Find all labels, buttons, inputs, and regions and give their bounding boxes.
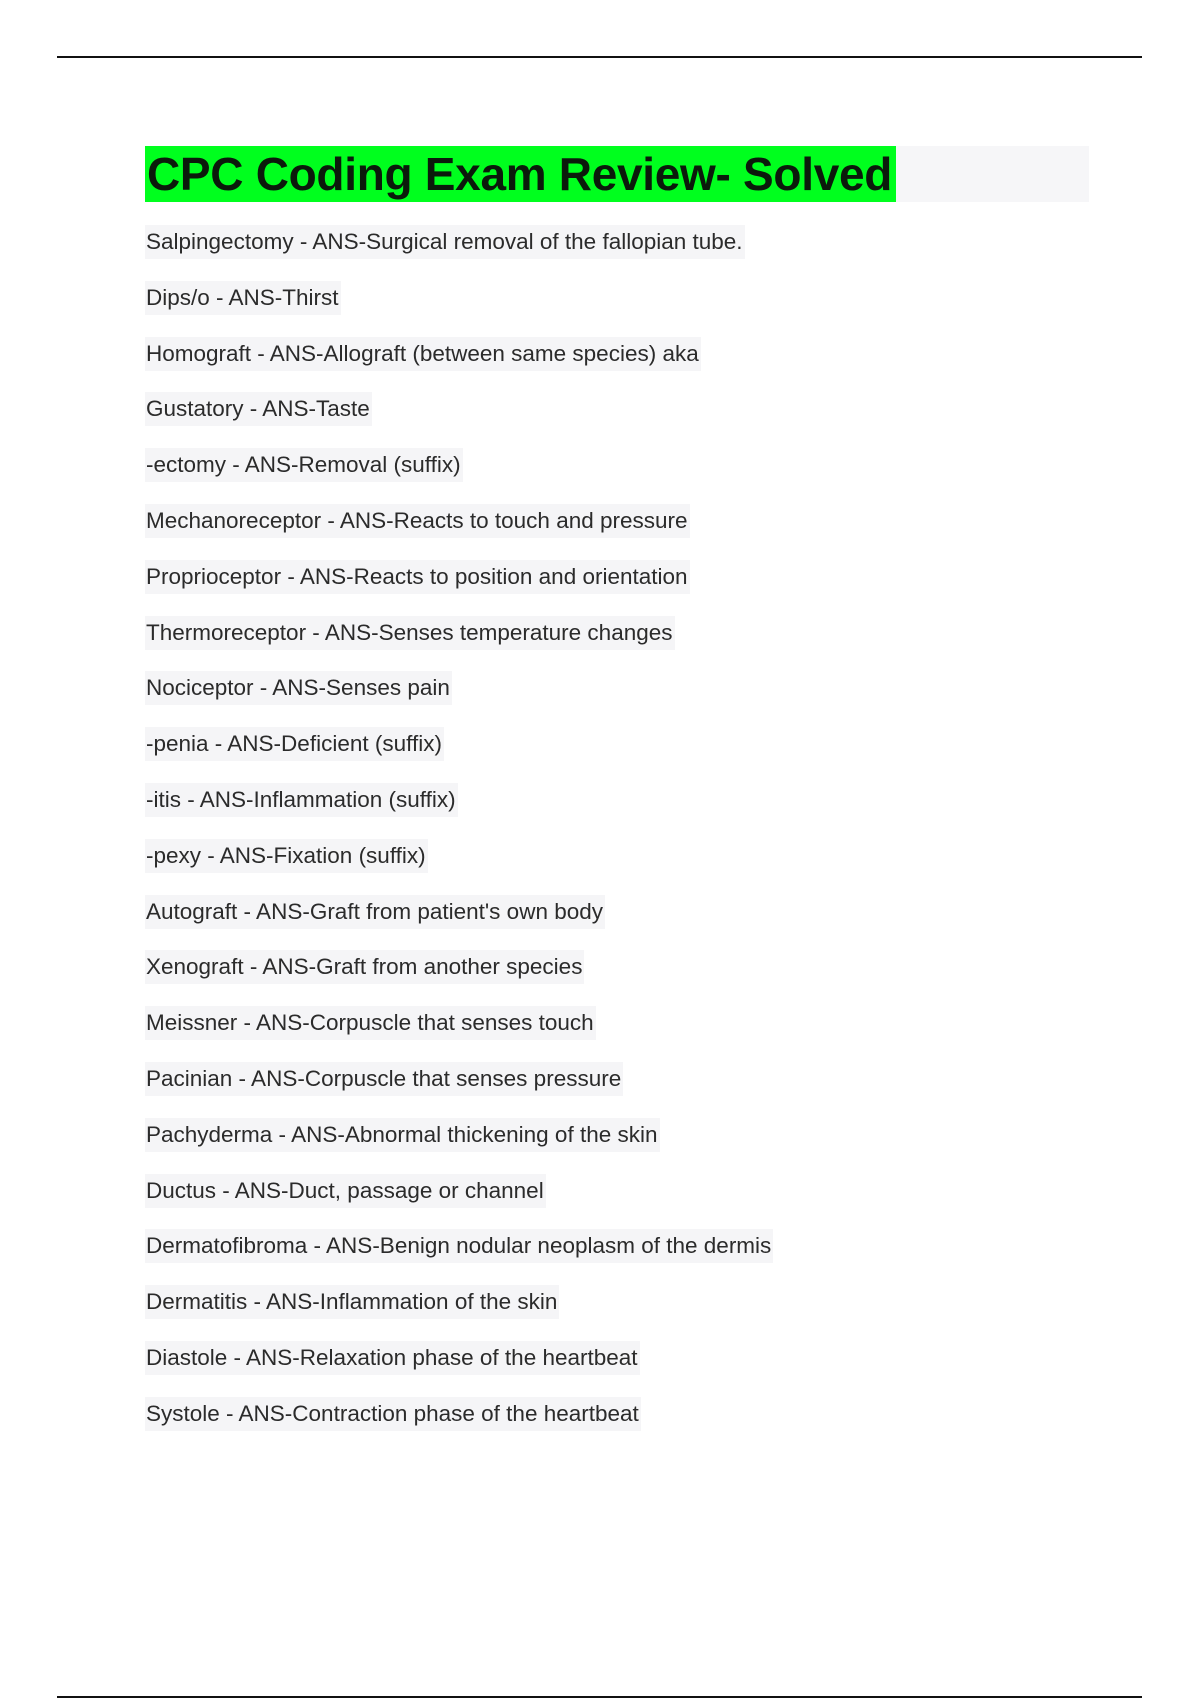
entry-text: Gustatory - ANS-Taste [145,392,372,426]
list-item [145,389,1085,445]
list-item [145,1003,1085,1059]
entry-list [145,222,1085,1450]
list-item [145,1226,1085,1282]
entry-text: Nociceptor - ANS-Senses pain [145,671,452,705]
entry-text: Autograft - ANS-Graft from patient's own body [145,895,605,929]
list-item [145,278,1085,334]
list-item [145,1394,1085,1450]
list-item [145,222,1085,278]
entry-text: Pacinian - ANS-Corpuscle that senses pressure [145,1062,623,1096]
entry-text: -pexy - ANS-Fixation (suffix) [145,839,428,873]
entry-text: Salpingectomy - ANS-Surgical removal of the fallopian tube. [145,225,745,259]
entry-text: Thermoreceptor - ANS-Senses temperature changes [145,616,675,650]
entry-text: Mechanoreceptor - ANS-Reacts to touch and pressure [145,504,690,538]
entry-text: Ductus - ANS-Duct, passage or channel [145,1174,546,1208]
list-item [145,445,1085,501]
list-item [145,1171,1085,1227]
entry-text: Dermatofibroma - ANS-Benign nodular neoplasm of the dermis [145,1229,773,1263]
list-item [145,668,1085,724]
list-item [145,1338,1085,1394]
page-title: CPC Coding Exam Review- Solved [145,146,896,202]
header-rule [57,56,1142,58]
list-item [145,501,1085,557]
list-item [145,1115,1085,1171]
entry-text: Dermatitis - ANS-Inflammation of the skin [145,1285,559,1319]
list-item [145,836,1085,892]
entry-text: Xenograft - ANS-Graft from another species [145,950,584,984]
list-item [145,724,1085,780]
entry-text: Pachyderma - ANS-Abnormal thickening of the skin [145,1118,660,1152]
entry-text: -penia - ANS-Deficient (suffix) [145,727,444,761]
list-item [145,1059,1085,1115]
list-item [145,334,1085,390]
entry-text: Systole - ANS-Contraction phase of the heartbeat [145,1397,641,1431]
entry-text: Proprioceptor - ANS-Reacts to position and orientation [145,560,690,594]
entry-text: Homograft - ANS-Allograft (between same species) aka [145,337,701,371]
list-item [145,780,1085,836]
entry-text: -ectomy - ANS-Removal (suffix) [145,448,463,482]
entry-text: Dips/o - ANS-Thirst [145,281,341,315]
list-item [145,892,1085,948]
list-item [145,947,1085,1003]
entry-text: -itis - ANS-Inflammation (suffix) [145,783,458,817]
entry-text: Diastole - ANS-Relaxation phase of the heartbeat [145,1341,640,1375]
list-item [145,613,1085,669]
list-item [145,557,1085,613]
list-item [145,1282,1085,1338]
footer-rule [57,1696,1142,1698]
entry-text: Meissner - ANS-Corpuscle that senses touch [145,1006,596,1040]
